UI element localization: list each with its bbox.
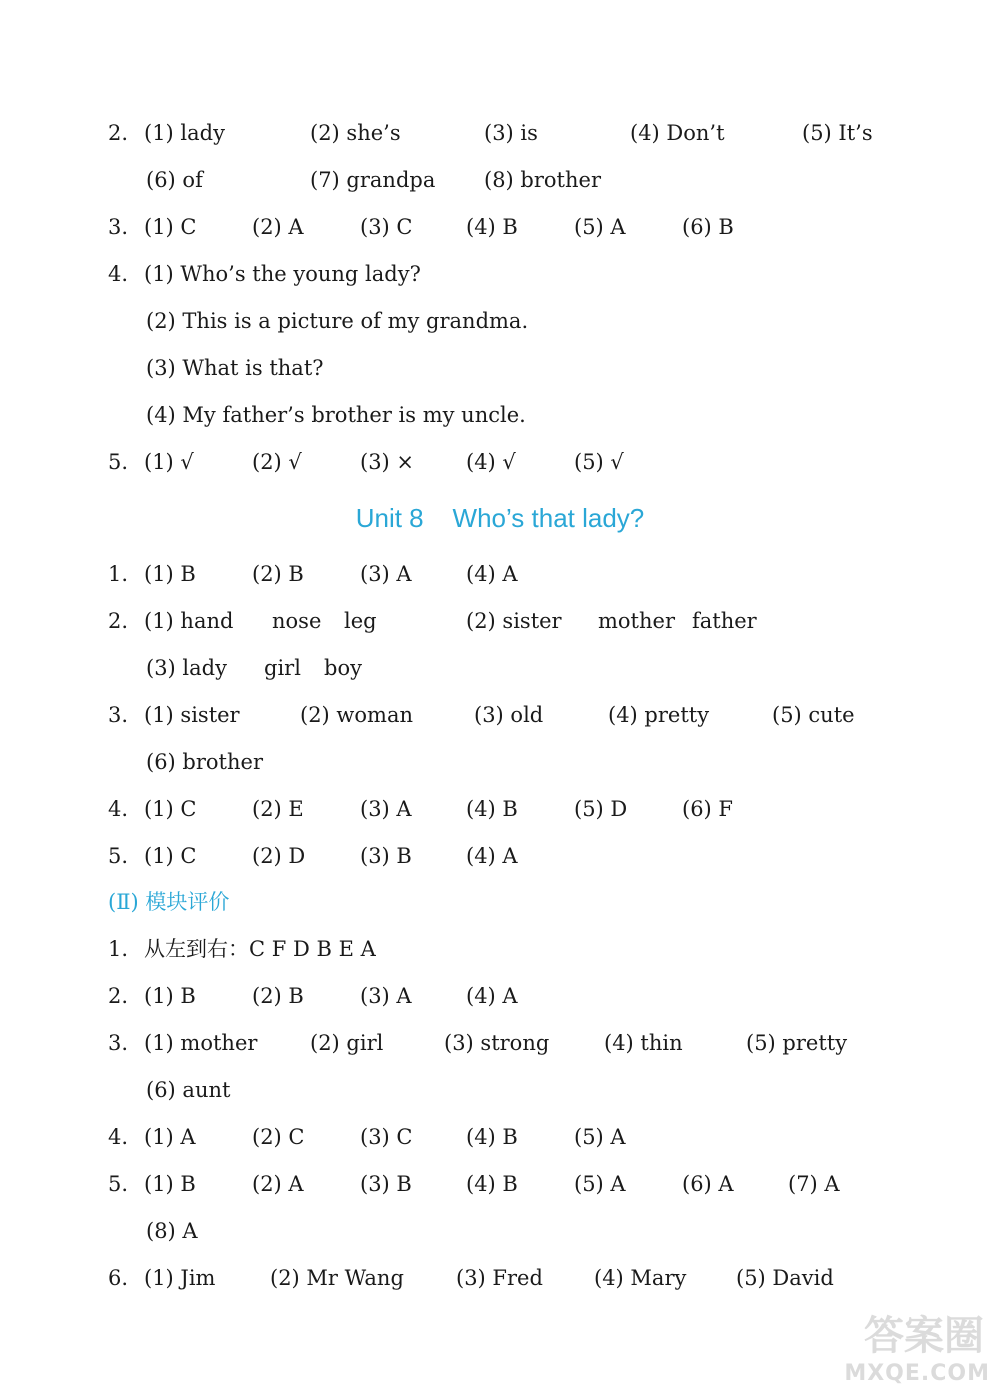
answer-item: (5) A [574,1125,626,1149]
answer-item: (4) thin [604,1031,683,1055]
answer-item: (3) old [474,703,544,727]
answer-item: (2) Mr Wang [270,1266,404,1290]
answer-item: (2) A [252,215,304,239]
answer-item: (6) of [146,168,203,192]
answer-item: (6) A [682,1172,734,1196]
answer-item: (3) Fred [456,1266,543,1290]
question-number: 5. [108,450,129,474]
answer-item: (4) pretty [608,703,710,727]
answer-item: (4) B [466,215,518,239]
answer-sentence: (1) Who’s the young lady? [144,262,421,286]
answer-item: (6) aunt [146,1078,231,1102]
answer-item: (2) B [252,562,304,586]
answer-item: (3) strong [444,1031,550,1055]
question-number: 2. [108,984,129,1008]
answer-item: (2) she’s [310,121,401,145]
answer-item: (1) sister [144,703,240,727]
question-number: 4. [108,1125,129,1149]
answer-item: (1) C [144,844,197,868]
answer-item: (8) A [146,1219,198,1243]
answer-item: (1) mother [144,1031,258,1055]
answer-item: (1) B [144,562,196,586]
watermark-url: MXQE.COM [844,1361,990,1386]
answer-item: (3) A [360,984,412,1008]
question-number: 6. [108,1266,129,1290]
question-number: 3. [108,703,129,727]
question-number: 3. [108,215,129,239]
answer-item: (5) A [574,215,626,239]
section-heading: (Ⅱ) 模块评价 [108,890,230,914]
answer-item: (2) sister [466,609,562,633]
answer-item: (1) A [144,1125,196,1149]
question-number: 1. [108,562,129,586]
answer-item: (2) E [252,797,304,821]
answer-item: (1) Jim [144,1266,216,1290]
question-number: 3. [108,1031,129,1055]
answer-item: (5) cute [772,703,855,727]
answer-item: (2) A [252,1172,304,1196]
answer-sentence: (4) My father’s brother is my uncle. [146,403,526,427]
question-number: 4. [108,797,129,821]
answer-item: (3) × [360,450,415,474]
question-number: 4. [108,262,129,286]
answer-item: (1) B [144,984,196,1008]
answer-item: (3) B [360,1172,412,1196]
answer-item: (6) B [682,215,734,239]
answer-item: (4) B [466,797,518,821]
answer-item: boy [324,656,362,680]
answer-item: (1) √ [144,450,194,474]
answer-item: (7) A [788,1172,840,1196]
question-number: 1. [108,937,129,961]
answer-item: (3) C [360,215,413,239]
question-number: 5. [108,1172,129,1196]
answer-item: nose [272,609,322,633]
question-number: 2. [108,609,129,633]
answer-item: (4) Mary [594,1266,687,1290]
answer-item: (5) A [574,1172,626,1196]
question-number: 5. [108,844,129,868]
answer-item: (2) √ [252,450,302,474]
answer-item: (5) It’s [802,121,873,145]
answer-sentence: (2) This is a picture of my grandma. [146,309,529,333]
answer-item: (2) C [252,1125,305,1149]
answer-item: (2) woman [300,703,413,727]
watermark-logo-text: 答案圈 [864,1313,984,1359]
answer-item: (4) Don’t [630,121,725,145]
answer-item: (3) lady [146,656,227,680]
unit-title: Unit 8 Who’s that lady? [355,503,645,533]
answer-item: (4) A [466,984,518,1008]
watermark [810,1304,990,1386]
answer-item: (1) lady [144,121,225,145]
answer-item: (5) David [736,1266,834,1290]
answer-item: (3) A [360,562,412,586]
answer-item: (3) C [360,1125,413,1149]
answer-item: leg [344,609,377,633]
answer-item: (1) C [144,797,197,821]
answer-item: mother [598,609,675,633]
answer-item: (2) D [252,844,306,868]
answer-item: (4) B [466,1172,518,1196]
answer-item: (5) pretty [746,1031,848,1055]
answer-item: girl [264,656,301,680]
answer-item: (4) B [466,1125,518,1149]
answer-item: (4) A [466,562,518,586]
answer-item: (8) brother [484,168,601,192]
answer-item: (7) grandpa [310,168,436,192]
answer-sentence: 从左到右：C F D B E A [144,937,376,961]
answer-item: (4) √ [466,450,516,474]
answer-item: (2) B [252,984,304,1008]
answer-item: (4) A [466,844,518,868]
answer-item: (5) √ [574,450,624,474]
answer-item: father [692,609,757,633]
answer-item: (2) girl [310,1031,384,1055]
answer-sentence: (3) What is that? [146,356,324,380]
answer-item: (3) A [360,797,412,821]
question-number: 2. [108,121,129,145]
answer-item: (1) hand [144,609,234,633]
answer-item: (6) brother [146,750,263,774]
answer-item: (5) D [574,797,628,821]
answer-item: (3) B [360,844,412,868]
answer-item: (6) F [682,797,733,821]
answer-item: (1) B [144,1172,196,1196]
answer-item: (3) is [484,121,538,145]
answer-item: (1) C [144,215,197,239]
